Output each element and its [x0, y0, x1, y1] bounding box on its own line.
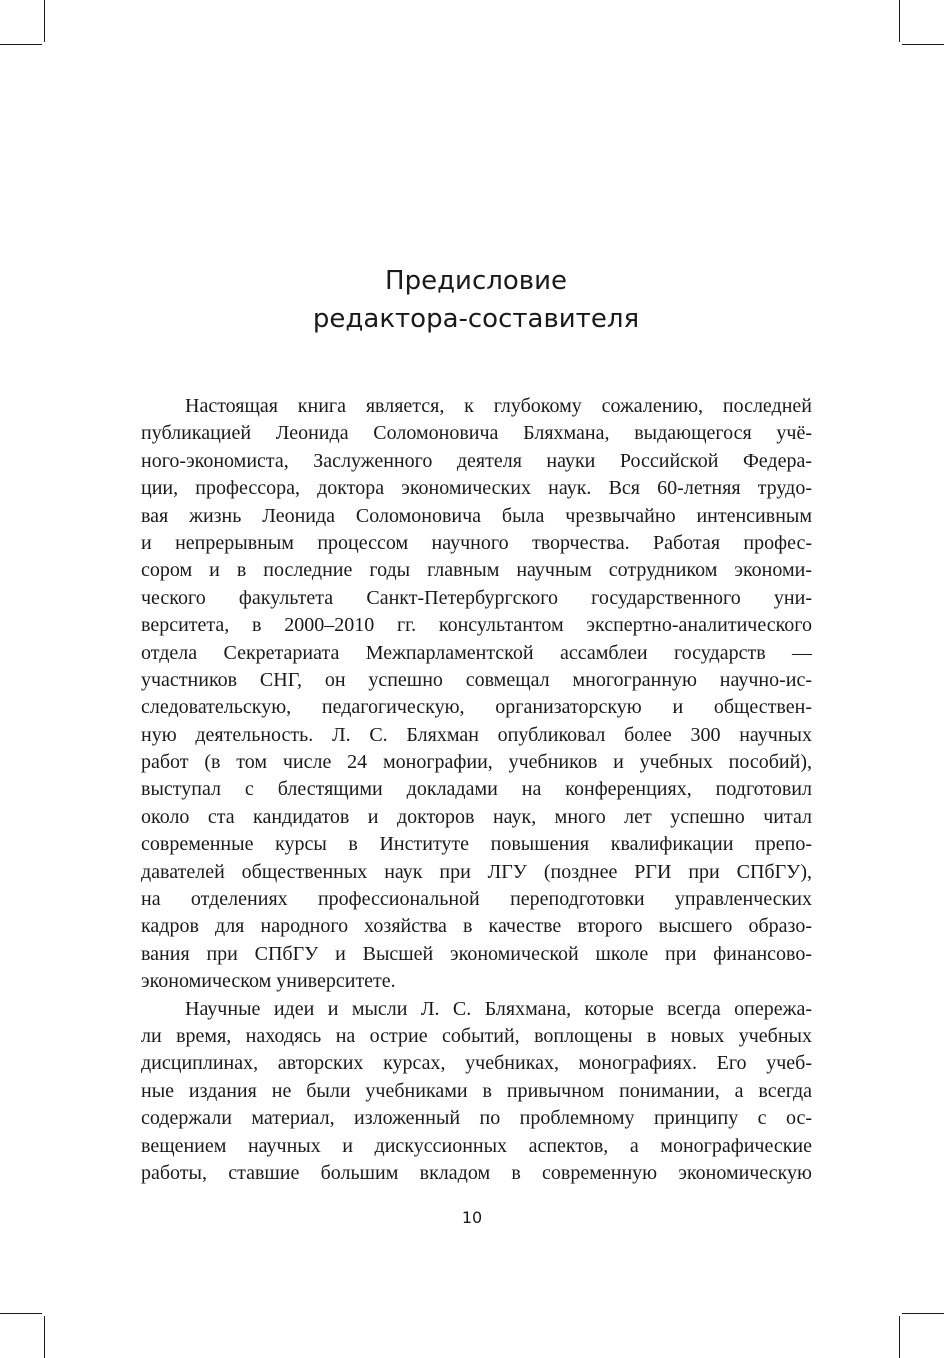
text-line: выступал с блестящими докладами на конференциях, подготовил	[141, 778, 812, 801]
text-line: экономическом университете.	[141, 970, 396, 993]
text-line: ные издания не были учебниками в привычном понимании, а всегда	[141, 1079, 812, 1102]
crop-mark-top-left-h	[0, 44, 42, 45]
text-line: кадров для народного хозяйства в качестве второго высшего образо-	[141, 915, 812, 938]
crop-mark-top-right-h	[902, 44, 944, 45]
crop-mark-bottom-left	[44, 1316, 45, 1358]
text-line: публикацией Леонида Соломоновича Бляхмана, выдающегося учё-	[141, 422, 812, 445]
text-line: следовательскую, педагогическую, организаторскую и обществен-	[141, 696, 812, 719]
crop-mark-bottom-right-h	[902, 1313, 944, 1314]
text-line: работ (в том числе 24 монографии, учебников и учебных пособий),	[141, 751, 812, 774]
text-line: отдела Секретариата Межпарламентской ассамблеи государств —	[141, 641, 812, 664]
crop-mark-top-left	[44, 0, 45, 42]
crop-mark-bottom-left-h	[0, 1313, 42, 1314]
text-line: верситета, в 2000–2010 гг. консультантом экспертно-аналитического	[141, 614, 812, 637]
text-line: дисциплинах, авторских курсах, учебниках, монографиях. Его учеб-	[141, 1052, 812, 1075]
page-number: 10	[461, 1208, 483, 1227]
text-line: ную деятельность. Л. С. Бляхман опубликовал более 300 научных	[141, 723, 812, 746]
text-line: вещением научных и дискуссионных аспектов, а монографические	[141, 1134, 812, 1157]
crop-mark-bottom-right	[899, 1316, 900, 1358]
paragraph-1	[141, 393, 812, 996]
text-line: на отделениях профессиональной переподготовки управленческих	[141, 888, 812, 911]
text-line: содержали материал, изложенный по проблемному принципу с ос-	[141, 1107, 812, 1130]
crop-mark-top-right	[899, 0, 900, 42]
text-line: сором и в последние годы главным научным сотрудником экономи-	[141, 559, 812, 582]
paragraph-2	[141, 996, 812, 1188]
text-line: давателей общественных наук при ЛГУ (позднее РГИ при СПбГУ),	[141, 860, 812, 883]
text-line: ли время, находясь на острие событий, воплощены в новых учебных	[141, 1024, 812, 1047]
title-line-1: Предисловие	[385, 266, 567, 296]
text-line: и непрерывным процессом научного творчества. Работая профес-	[141, 531, 812, 554]
text-line: вая жизнь Леонида Соломоновича была чрезвычайно интенсивным	[141, 504, 812, 527]
text-line: ного-экономиста, Заслуженного деятеля науки Российской Федера-	[141, 449, 812, 472]
text-line: работы, ставшие большим вкладом в современную экономическую	[141, 1161, 812, 1184]
body-text	[141, 393, 812, 1187]
title-line-2: редактора-составителя	[312, 304, 640, 334]
text-line: ции, профессора, доктора экономических наук. Вся 60-летняя трудо-	[141, 477, 812, 500]
text-line: современные курсы в Институте повышения квалификации препо-	[141, 833, 812, 856]
text-line: Научные идеи и мысли Л. С. Бляхмана, которые всегда опережа-	[185, 997, 812, 1020]
text-line: Настоящая книга является, к глубокому сожалению, последней	[185, 395, 812, 417]
text-line: участников СНГ, он успешно совмещал многогранную научно-ис-	[141, 668, 812, 691]
text-line: ческого факультета Санкт-Петербургского государственного уни-	[141, 586, 812, 609]
text-line: около ста кандидатов и докторов наук, много лет успешно читал	[141, 805, 812, 828]
page-title	[140, 262, 812, 338]
text-line: вания при СПбГУ и Высшей экономической школе при финансово-	[141, 942, 812, 965]
